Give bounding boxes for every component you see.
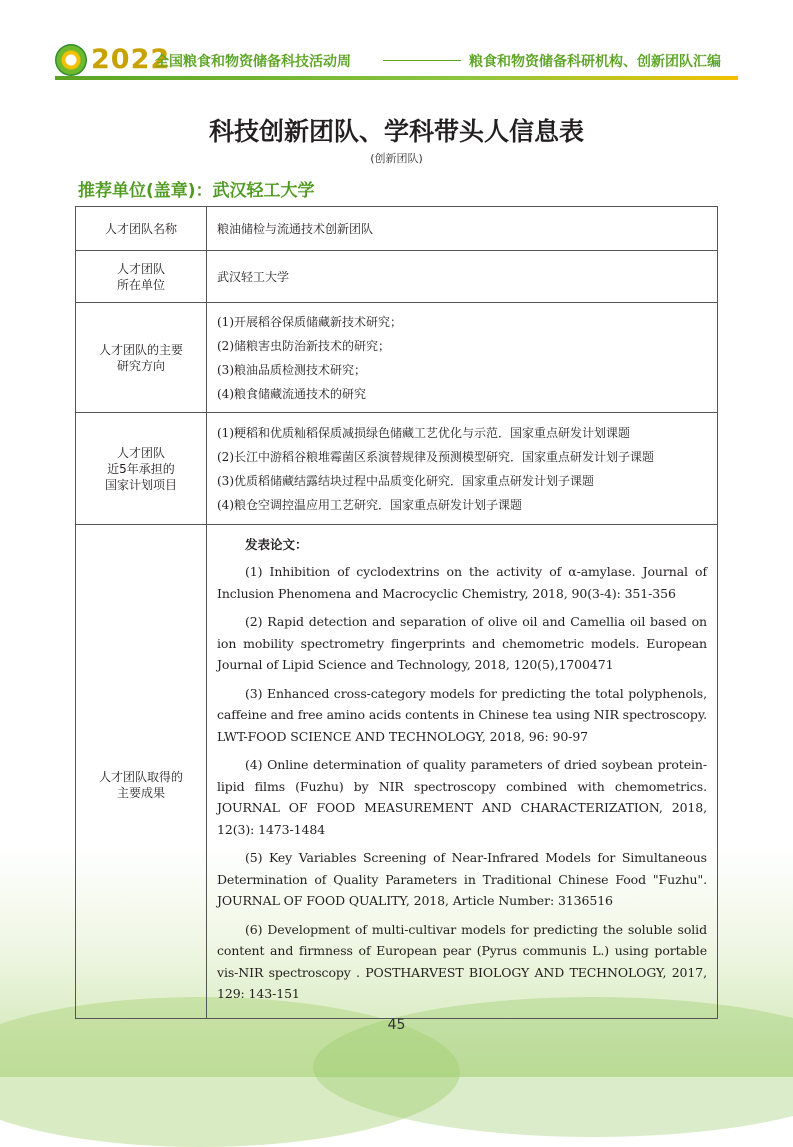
label-line: 国家计划项目 [104, 477, 177, 492]
publication-item: (3) Enhanced cross-category models for predicting the total polyphenols, caffeine and free amino acids contents in Chinese tea using NIR spectroscopy. LWT-FOOD SCIENCE AND TECHNOLOGY, 2018, 96: 90-97 [217, 685, 707, 744]
table-row [76, 251, 718, 303]
label-line: 近5年承担的 [107, 461, 175, 476]
research-label [76, 303, 207, 413]
header-right-title: 粮食和物资储备科研机构、创新团队汇编 [469, 54, 721, 70]
publication-item: (1) Inhibition of cyclodextrins on the activity of α-amylase. Journal of Inclusion Phenomena and Macrocyclic Chemistry, 2018, 90(3-4): 351-356 [217, 564, 707, 601]
page-header [0, 40, 793, 82]
publication-item: (5) Key Variables Screening of Near-Infrared Models for Simultaneous Determination of Quality Parameters in Traditional Chinese Food "Fuzhu". JOURNAL OF FOOD QUALITY, 2018, Article Number: 3136516 [217, 850, 707, 908]
list-item: (1)开展稻谷保质储藏新技术研究； [217, 314, 402, 329]
label-line: 研究方向 [116, 358, 165, 373]
publication-item: (6) Development of multi-cultivar models for predicting the soluble solid content and firmness of European pear (Pyrus communis L.) using portable vis-NIR spectroscopy . POSTHARVEST BIOLOGY AND TECHNOLOGY, 2017, 129: 143-151 [217, 921, 707, 1001]
team-unit-value: 武汉轻工大学 [207, 251, 718, 303]
header-left-title: 全国粮食和物资储备科技活动周 [155, 54, 351, 70]
list-item: (1)粳稻和优质籼稻保质减损绿色储藏工艺优化与示范．国家重点研发计划课题 [217, 425, 631, 440]
label-line: 主要成果 [116, 786, 165, 801]
projects-label [76, 413, 207, 525]
achievements-content [207, 525, 718, 1019]
list-item: (4)粮食储藏流通技术的研究 [217, 386, 366, 401]
team-unit-label [76, 251, 207, 303]
table-row [76, 413, 718, 525]
table-row [76, 525, 718, 1019]
team-name-value: 粮油储检与流通技术创新团队 [207, 207, 718, 251]
list-item: (3)粮油品质检测技术研究； [217, 362, 366, 377]
projects-list [207, 413, 718, 525]
publication-item: (4) Online determination of quality parameters of dried soybean protein-lipid films (Fuzhu) by NIR spectroscopy combined with chemometrics. JOURNAL OF FOOD MEASUREMENT AND CHARACTERIZATION, 2018, 12(3): 1473-1484 [217, 757, 707, 837]
page-title: 科技创新团队、学科带头人信息表 [208, 117, 584, 146]
info-table [75, 206, 718, 1019]
header-year: 2022 [91, 44, 171, 75]
list-item: (2)长江中游稻谷粮堆霉菌区系演替规律及预测模型研究．国家重点研发计划子课题 [217, 449, 655, 464]
table-row [76, 207, 718, 251]
label-line: 人才团队取得的 [98, 770, 183, 785]
achievements-label [76, 525, 207, 1019]
list-item: (2)储粮害虫防治新技术的研究； [217, 338, 390, 353]
label-line: 人才团队的主要 [98, 342, 183, 357]
event-logo-icon [55, 44, 87, 76]
table-row [76, 303, 718, 413]
label-line: 所在单位 [116, 277, 165, 292]
recommend-unit: 推荐单位(盖章)：武汉轻工大学 [78, 181, 315, 201]
page-subtitle: (创新团队) [370, 152, 423, 165]
list-item: (3)优质稻储藏结露结块过程中品质变化研究．国家重点研发计划子课题 [217, 473, 595, 488]
page-number: 45 [387, 1017, 406, 1033]
header-rule [55, 76, 738, 80]
list-item: (4)粮仓空调控温应用工艺研究．国家重点研发计划子课题 [217, 497, 523, 512]
publications-heading: 发表论文： [245, 537, 308, 552]
team-name-label: 人才团队名称 [76, 207, 207, 251]
label-line: 人才团队 [116, 261, 165, 276]
label-line: 人才团队 [116, 445, 165, 460]
research-list [207, 303, 718, 413]
header-divider [383, 60, 461, 61]
publication-item: (2) Rapid detection and separation of olive oil and Camellia oil based on ion mobility spectrometry fingerprints and chemometric models. European Journal of Lipid Science and Technology, 2018, 120(5),1700471 [217, 614, 707, 672]
